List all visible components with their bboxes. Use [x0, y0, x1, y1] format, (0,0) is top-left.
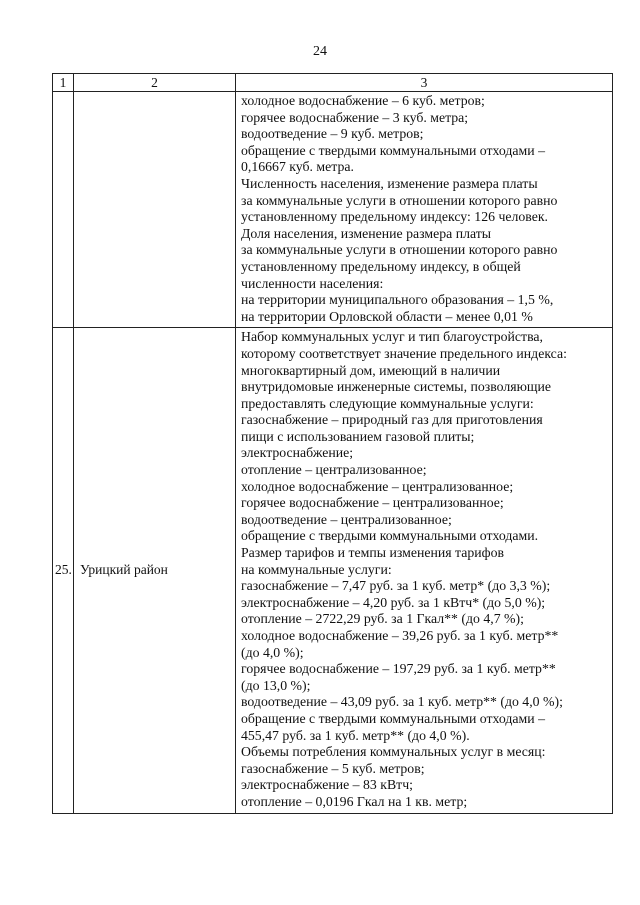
text-line: на территории Орловской области – менее 0,01 %	[241, 308, 533, 324]
text-line: газоснабжение – 7,47 руб. за 1 куб. метр* (до 3,3 %);	[241, 578, 551, 594]
table-row	[53, 328, 613, 813]
text-line: Размер тарифов и темпы изменения тарифов	[241, 545, 504, 561]
column-header-2: 2	[74, 74, 236, 92]
text-line: 0,16667 куб. метра.	[241, 159, 354, 175]
text-line: (до 4,0 %);	[241, 644, 304, 660]
text-line: пищи с использованием газовой плиты;	[241, 428, 475, 444]
description-text	[236, 328, 612, 812]
text-line: водоотведение – 43,09 руб. за 1 куб. метр** (до 4,0 %);	[241, 694, 563, 710]
text-line: водоотведение – централизованное;	[241, 511, 452, 527]
text-line: отопление – 0,0196 Гкал на 1 кв. метр;	[241, 793, 468, 809]
text-line: отопление – 2722,29 руб. за 1 Гкал** (до 4,7 %);	[241, 611, 524, 627]
text-line: холодное водоснабжение – 39,26 руб. за 1 куб. метр**	[241, 628, 559, 643]
row-number-cell: 25.	[53, 328, 74, 813]
text-line: которому соответствует значение предельного индекса:	[241, 345, 567, 361]
text-line: многоквартирный дом, имеющий в наличии	[241, 362, 501, 378]
text-line: 455,47 руб. за 1 куб. метр** (до 4,0 %).	[241, 727, 470, 743]
text-line: горячее водоснабжение – 197,29 руб. за 1 куб. метр**	[241, 661, 556, 677]
text-line: Численность населения, изменение размера платы	[241, 175, 538, 191]
text-line: предоставлять следующие коммунальные услуги:	[241, 395, 534, 411]
text-line: электроснабжение – 83 кВтч;	[241, 777, 413, 793]
page-number: 24	[313, 44, 327, 59]
text-line: Набор коммунальных услуг и тип благоустройства,	[241, 329, 543, 345]
text-line: установленному предельному индексу, в общей	[241, 258, 521, 274]
text-line: обращение с твердыми коммунальными отходами.	[241, 528, 539, 544]
column-header-1: 1	[53, 74, 74, 92]
text-line: горячее водоснабжение – 3 куб. метра;	[241, 109, 469, 125]
text-line: (до 13,0 %);	[241, 677, 311, 693]
text-line: внутридомовые инженерные системы, позволяющие	[241, 379, 552, 395]
table-row	[53, 92, 613, 328]
text-line: обращение с твердыми коммунальными отходами –	[241, 142, 546, 158]
text-line: холодное водоснабжение – централизованное;	[241, 478, 514, 494]
region-cell: Урицкий район	[74, 328, 236, 813]
text-line: Объемы потребления коммунальных услуг в месяц:	[241, 744, 546, 760]
text-line: электроснабжение;	[241, 445, 354, 461]
region-cell-empty	[74, 92, 236, 328]
text-line: горячее водоснабжение – централизованное;	[241, 495, 504, 511]
text-line: Доля населения, изменение размера платы	[241, 225, 492, 241]
text-line: на территории муниципального образования – 1,5 %,	[241, 292, 554, 308]
table-header-row	[53, 74, 613, 92]
text-line: численности населения:	[241, 275, 384, 291]
row-number-cell-empty	[53, 92, 74, 328]
description-cell	[236, 92, 613, 328]
column-header-3: 3	[236, 74, 613, 92]
text-line: за коммунальные услуги в отношении которого равно	[241, 242, 558, 258]
tariff-table	[52, 73, 613, 814]
text-line: холодное водоснабжение – 6 куб. метров;	[241, 93, 485, 108]
text-line: за коммунальные услуги в отношении которого равно	[241, 192, 558, 208]
text-line: обращение с твердыми коммунальными отходами –	[241, 710, 546, 726]
text-line: газоснабжение – природный газ для приготовления	[241, 412, 543, 428]
text-line: водоотведение – 9 куб. метров;	[241, 126, 424, 142]
text-line: электроснабжение – 4,20 руб. за 1 кВтч* (до 5,0 %);	[241, 594, 546, 610]
text-line: на коммунальные услуги:	[241, 561, 392, 577]
description-text	[236, 92, 612, 327]
text-line: установленному предельному индексу: 126 человек.	[241, 209, 549, 225]
text-line: отопление – централизованное;	[241, 462, 427, 478]
description-cell	[236, 328, 613, 813]
text-line: газоснабжение – 5 куб. метров;	[241, 760, 425, 776]
